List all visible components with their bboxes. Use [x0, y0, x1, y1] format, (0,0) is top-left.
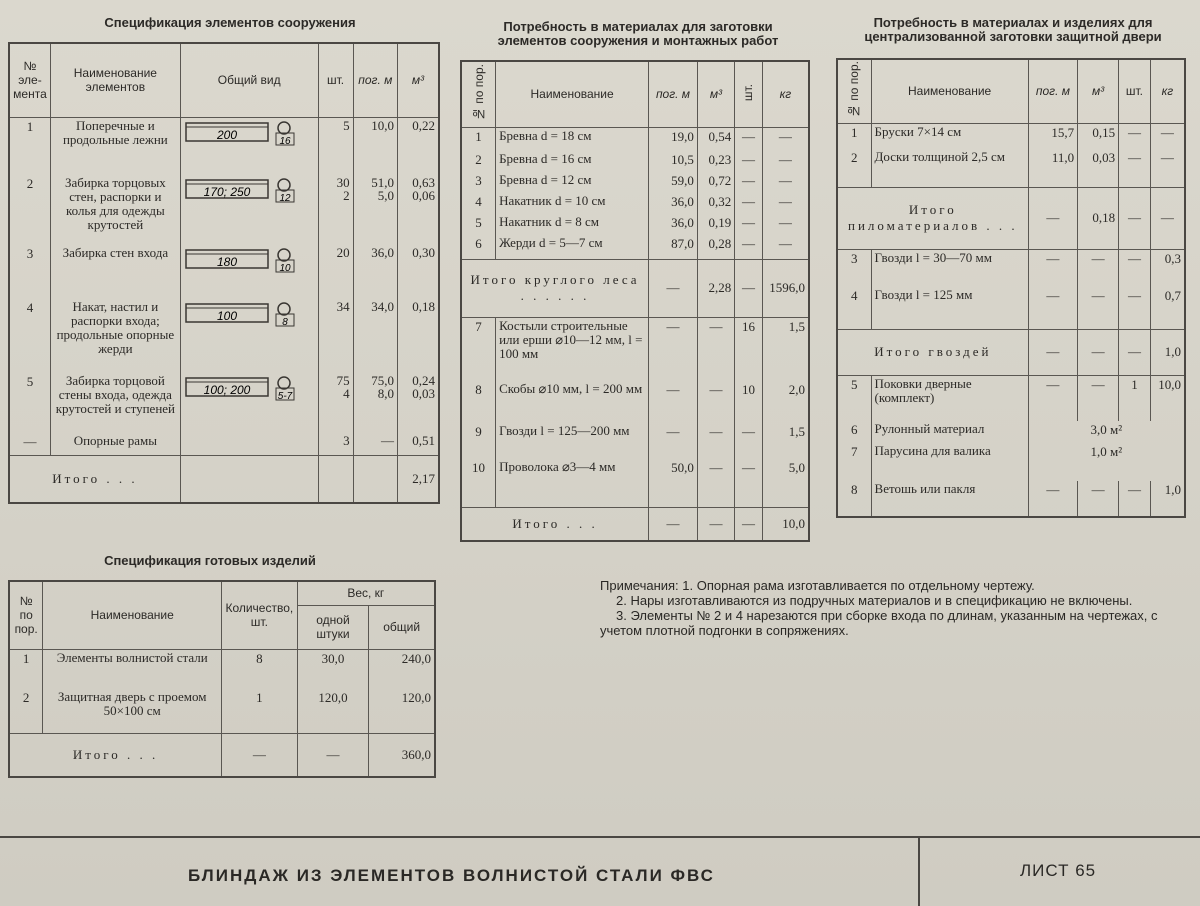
sketch-diameter-label: 5-7: [277, 391, 293, 402]
table-row: [461, 235, 809, 259]
weight-kg: 1,0: [1150, 481, 1185, 517]
volume-m3: —: [697, 459, 734, 507]
volume-m3: 0,19: [697, 214, 734, 235]
material-name: Накатник d = 8 см: [496, 214, 649, 235]
count-sht: —: [735, 423, 763, 459]
length-pm: 34,0: [353, 299, 397, 373]
product-qty: 8: [222, 649, 298, 689]
count-sht: —: [1119, 481, 1151, 517]
weight-kg: —: [762, 193, 809, 214]
material-name: Проволока ⌀3—4 мм: [496, 459, 649, 507]
door-caption: Потребность в материалах и изделиях для централизованной заготовки защитной двери: [864, 15, 1162, 44]
log-sketch-icon: [184, 119, 308, 149]
sketch-diameter-label: 10: [279, 263, 291, 274]
table-row: [837, 443, 1185, 481]
ready-header-name: Наименование: [43, 581, 222, 649]
table-row: [461, 193, 809, 214]
weight-kg: —: [762, 235, 809, 259]
row-number: 4: [9, 299, 50, 373]
product-name: Защитная дверь с проемом 50×100 см: [43, 689, 222, 733]
ready-header-weight: Вес, кг: [297, 581, 435, 605]
door-subtotal1-kg: —: [1150, 187, 1185, 249]
materials-subtotal-pm: —: [649, 259, 698, 317]
material-name: Гвозди l = 125 мм: [871, 287, 1028, 329]
ready-header-no: № по пор.: [9, 581, 43, 649]
row-number: 2: [461, 151, 496, 172]
table-row: [837, 481, 1185, 517]
ready-total-total: 360,0: [369, 733, 435, 777]
element-name: Забирка стен входа: [50, 245, 180, 299]
material-name: Ветошь или пакля: [871, 481, 1028, 517]
door-subtotal1-label: Итого пиломатериалов . . .: [837, 187, 1028, 249]
count-sht: —: [735, 214, 763, 235]
row-number: 3: [9, 245, 50, 299]
length-pm: —: [1028, 249, 1077, 287]
weight-kg: 2,0: [762, 381, 809, 423]
material-name: Бревна d = 12 см: [496, 172, 649, 193]
table-row: [461, 381, 809, 423]
qty: 3: [318, 433, 353, 455]
materials-header-kg: кг: [762, 61, 809, 127]
row-number: 1: [9, 649, 43, 689]
row-number: 4: [837, 287, 871, 329]
spec-total-m3: 2,17: [397, 455, 439, 503]
count-sht: —: [735, 235, 763, 259]
note-2: 2. Нары изготавливаются из подручных материалов и в спецификацию не включены.: [616, 593, 1133, 608]
materials-total-pm: —: [649, 507, 698, 541]
count-sht: —: [1119, 249, 1151, 287]
door-header-m3: м³: [1078, 59, 1119, 123]
volume-m3: 0,15: [1078, 123, 1119, 149]
door-header-no: № по пор.: [847, 61, 862, 119]
table-row: [837, 249, 1185, 287]
table-row: [9, 245, 439, 299]
col-header-name: Наименование элементов: [50, 43, 180, 117]
volume-m3: 0,03: [1078, 149, 1119, 187]
sketch-length-label: 170; 250: [203, 185, 251, 199]
note-3: 3. Элементы № 2 и 4 нарезаются при сборке входа по длинам, указанным на чертежах, с учетом плотной подгонки в сопряжениях.: [600, 608, 1158, 638]
door-subtotal2-kg: 1,0: [1150, 329, 1185, 375]
spec-total-label: Итого . . .: [9, 455, 180, 503]
weight-kg: —: [762, 151, 809, 172]
element-name: Опорные рамы: [50, 433, 180, 455]
material-name: Костыли строительные или ерши ⌀10—12 мм, l = 100 мм: [496, 317, 649, 381]
material-name: Жерди d = 5—7 см: [496, 235, 649, 259]
element-name: Забирка торцовой стены входа, одежда крутостей и ступеней: [50, 373, 180, 433]
door-subtotal2-label: Итого гвоздей: [837, 329, 1028, 375]
sketch-length-label: 100: [216, 309, 237, 323]
element-sketch: [180, 373, 318, 433]
table-row: [837, 375, 1185, 421]
table-row: [9, 433, 439, 455]
door-header-kg: кг: [1150, 59, 1185, 123]
door-subtotal1-sht: —: [1119, 187, 1151, 249]
weight-kg: —: [762, 172, 809, 193]
count-sht: —: [1119, 123, 1151, 149]
volume-m3: 0,23: [697, 151, 734, 172]
weight-kg: 5,0: [762, 459, 809, 507]
length-pm: —: [649, 381, 698, 423]
volume-m3: 0,51: [397, 433, 439, 455]
product-name: Элементы волнистой стали: [43, 649, 222, 689]
qty: 20: [318, 245, 353, 299]
row-number: 8: [461, 381, 496, 423]
element-name: Поперечные и продольные лежни: [50, 117, 180, 175]
ready-table: [8, 580, 436, 778]
material-name: Доски толщиной 2,5 см: [871, 149, 1028, 187]
length-pm: —: [1028, 375, 1077, 421]
qty: 5: [318, 117, 353, 175]
ready-total-label: Итого . . .: [9, 733, 222, 777]
table-row: [837, 123, 1185, 149]
material-name: Гвозди l = 125—200 мм: [496, 423, 649, 459]
materials-total-kg: 10,0: [762, 507, 809, 541]
row-number: 1: [461, 127, 496, 151]
volume-m3: 0,18: [397, 299, 439, 373]
log-sketch-icon: [184, 300, 308, 330]
row-number: 6: [461, 235, 496, 259]
table-row: [9, 649, 435, 689]
length-pm: —: [1028, 287, 1077, 329]
volume-m3: 0,72: [697, 172, 734, 193]
door-subtotal2-pm: —: [1028, 329, 1077, 375]
volume-m3: —: [1078, 249, 1119, 287]
material-name: Поковки дверные (комплект): [871, 375, 1028, 421]
count-sht: 10: [735, 381, 763, 423]
product-qty: 1: [222, 689, 298, 733]
weight-one: 120,0: [297, 689, 369, 733]
table-row: [9, 373, 439, 433]
count-sht: —: [735, 151, 763, 172]
table-row: [461, 127, 809, 151]
material-name: Бруски 7×14 см: [871, 123, 1028, 149]
element-sketch: [180, 175, 318, 245]
row-number: 8: [837, 481, 871, 517]
ready-total-one: —: [297, 733, 369, 777]
volume-m3: 0,28: [697, 235, 734, 259]
element-sketch: [180, 245, 318, 299]
volume-m3: 0,30: [397, 245, 439, 299]
row-number: 5: [837, 375, 871, 421]
materials-caption: Потребность в материалах для заготовки элементов сооружения и монтажных работ: [497, 19, 779, 48]
length-pm: 10,5: [649, 151, 698, 172]
table-row: [837, 421, 1185, 443]
volume-m3: —: [1078, 375, 1119, 421]
log-sketch-icon: [184, 176, 308, 206]
count-sht: —: [1119, 287, 1151, 329]
ready-header-qty: Количество, шт.: [222, 581, 298, 649]
row-number: 6: [837, 421, 871, 443]
element-sketch: [180, 433, 318, 455]
count-sht: —: [735, 127, 763, 151]
weight-kg: —: [1150, 123, 1185, 149]
count-sht: —: [735, 172, 763, 193]
material-name: Бревна d = 16 см: [496, 151, 649, 172]
count-sht: —: [735, 193, 763, 214]
col-header-no: № эле-мента: [9, 43, 50, 117]
count-sht: —: [735, 459, 763, 507]
weight-one: 30,0: [297, 649, 369, 689]
footer-rule: [0, 836, 1200, 838]
row-number: 5: [9, 373, 50, 433]
length-pm: 11,0: [1028, 149, 1077, 187]
element-name: Накат, настил и распорки входа; продольные опорные жерди: [50, 299, 180, 373]
length-pm: 36,0: [353, 245, 397, 299]
sketch-diameter-label: 16: [279, 135, 291, 147]
door-header-pm: пог. м: [1028, 59, 1077, 123]
row-number: —: [9, 433, 50, 455]
weight-kg: —: [762, 127, 809, 151]
row-number: 9: [461, 423, 496, 459]
table-row: [461, 317, 809, 381]
weight-kg: 1,5: [762, 423, 809, 459]
footer-sheet-number: ЛИСТ 65: [1020, 861, 1097, 880]
col-header-m3: м³: [397, 43, 439, 117]
volume-m3: —: [697, 317, 734, 381]
row-number: 3: [461, 172, 496, 193]
weight-total: 240,0: [369, 649, 435, 689]
length-pm: —: [1028, 481, 1077, 517]
element-name: Забирка торцовых стен, распорки и колья для одежды крутостей: [50, 175, 180, 245]
weight-kg: 0,3: [1150, 249, 1185, 287]
materials-header-pm: пог. м: [649, 61, 698, 127]
qty: 75 4: [318, 373, 353, 433]
spec-elements-table: [8, 42, 440, 504]
row-number: 2: [9, 175, 50, 245]
element-sketch: [180, 299, 318, 373]
row-number: 3: [837, 249, 871, 287]
weight-kg: 10,0: [1150, 375, 1185, 421]
materials-subtotal-label: Итого круглого леса . . . . . .: [461, 259, 649, 317]
materials-header-name: Наименование: [496, 61, 649, 127]
sketch-length-label: 180: [216, 255, 237, 269]
volume-m3: —: [697, 423, 734, 459]
material-name: Накатник d = 10 см: [496, 193, 649, 214]
material-name: Парусина для валика: [871, 443, 1028, 481]
length-pm: 19,0: [649, 127, 698, 151]
col-header-pm: пог. м: [353, 43, 397, 117]
weight-kg: 1,5: [762, 317, 809, 381]
row-number: 1: [837, 123, 871, 149]
material-name: Бревна d = 18 см: [496, 127, 649, 151]
door-subtotal2-m3: —: [1078, 329, 1119, 375]
row-number: 2: [837, 149, 871, 187]
length-pm: 87,0: [649, 235, 698, 259]
length-pm: 50,0: [649, 459, 698, 507]
row-number: 5: [461, 214, 496, 235]
material-name: Скобы ⌀10 мм, l = 200 мм: [496, 381, 649, 423]
footer-divider: [918, 836, 920, 906]
table-row: [461, 423, 809, 459]
weight-total: 120,0: [369, 689, 435, 733]
element-sketch: [180, 117, 318, 175]
merged-quantity: 1,0 м²: [1028, 443, 1185, 481]
length-pm: 59,0: [649, 172, 698, 193]
count-sht: 16: [735, 317, 763, 381]
table-row: [461, 214, 809, 235]
volume-m3: 0,63 0,06: [397, 175, 439, 245]
table-row: [837, 287, 1185, 329]
qty: 34: [318, 299, 353, 373]
table-row: [9, 689, 435, 733]
volume-m3: 0,24 0,03: [397, 373, 439, 433]
ready-header-one: одной штуки: [297, 605, 369, 649]
door-table: [836, 58, 1186, 518]
weight-kg: —: [1150, 149, 1185, 187]
qty: 30 2: [318, 175, 353, 245]
material-name: Гвозди l = 30—70 мм: [871, 249, 1028, 287]
row-number: 1: [9, 117, 50, 175]
ready-header-total: общий: [369, 605, 435, 649]
table-row: [461, 459, 809, 507]
table-row: [461, 172, 809, 193]
volume-m3: —: [1078, 287, 1119, 329]
table-row: [837, 149, 1185, 187]
materials-total-m3: —: [697, 507, 734, 541]
door-subtotal1-pm: —: [1028, 187, 1077, 249]
length-pm: —: [649, 423, 698, 459]
note-1: Примечания: 1. Опорная рама изготавливается по отдельному чертежу.: [600, 578, 1035, 593]
materials-header-m3: м³: [697, 61, 734, 127]
row-number: 10: [461, 459, 496, 507]
sketch-length-label: 200: [216, 127, 237, 142]
length-pm: 10,0: [353, 117, 397, 175]
weight-kg: 0,7: [1150, 287, 1185, 329]
row-number: 7: [837, 443, 871, 481]
weight-kg: —: [762, 214, 809, 235]
log-sketch-icon: [184, 374, 308, 404]
materials-subtotal-sht: —: [735, 259, 763, 317]
ready-total-qty: —: [222, 733, 298, 777]
sketch-diameter-label: 8: [282, 317, 288, 328]
log-sketch-icon: [184, 246, 308, 276]
spec-elements-caption: Спецификация элементов сооружения: [104, 15, 356, 30]
materials-subtotal-m3: 2,28: [697, 259, 734, 317]
table-row: [9, 175, 439, 245]
length-pm: 15,7: [1028, 123, 1077, 149]
table-row: [9, 117, 439, 175]
volume-m3: —: [1078, 481, 1119, 517]
notes-block: [600, 578, 1190, 638]
door-header-name: Наименование: [871, 59, 1028, 123]
ready-caption: Спецификация готовых изделий: [104, 553, 316, 568]
length-pm: 51,0 5,0: [353, 175, 397, 245]
merged-quantity: 3,0 м²: [1028, 421, 1185, 443]
material-name: Рулонный материал: [871, 421, 1028, 443]
sketch-length-label: 100; 200: [203, 383, 251, 397]
count-sht: —: [1119, 149, 1151, 187]
length-pm: 36,0: [649, 193, 698, 214]
door-subtotal1-m3: 0,18: [1078, 187, 1119, 249]
volume-m3: 0,32: [697, 193, 734, 214]
door-header-sht: шт.: [1119, 59, 1151, 123]
col-header-qty: шт.: [318, 43, 353, 117]
count-sht: 1: [1119, 375, 1151, 421]
materials-header-no: № по пор.: [471, 64, 486, 122]
materials-header-sht: шт.: [741, 84, 756, 102]
length-pm: —: [649, 317, 698, 381]
table-row: [9, 299, 439, 373]
table-row: [461, 151, 809, 172]
volume-m3: 0,54: [697, 127, 734, 151]
volume-m3: 0,22: [397, 117, 439, 175]
length-pm: 75,0 8,0: [353, 373, 397, 433]
row-number: 7: [461, 317, 496, 381]
materials-total-sht: —: [735, 507, 763, 541]
volume-m3: —: [697, 381, 734, 423]
col-header-view: Общий вид: [180, 43, 318, 117]
row-number: 4: [461, 193, 496, 214]
sketch-diameter-label: 12: [279, 193, 291, 204]
materials-total-label: Итого . . .: [461, 507, 649, 541]
row-number: 2: [9, 689, 43, 733]
materials-table: [460, 60, 810, 542]
materials-subtotal-kg: 1596,0: [762, 259, 809, 317]
length-pm: —: [353, 433, 397, 455]
door-subtotal2-sht: —: [1119, 329, 1151, 375]
footer-title: БЛИНДАЖ ИЗ ЭЛЕМЕНТОВ ВОЛНИСТОЙ СТАЛИ ФВС: [188, 866, 715, 885]
length-pm: 36,0: [649, 214, 698, 235]
